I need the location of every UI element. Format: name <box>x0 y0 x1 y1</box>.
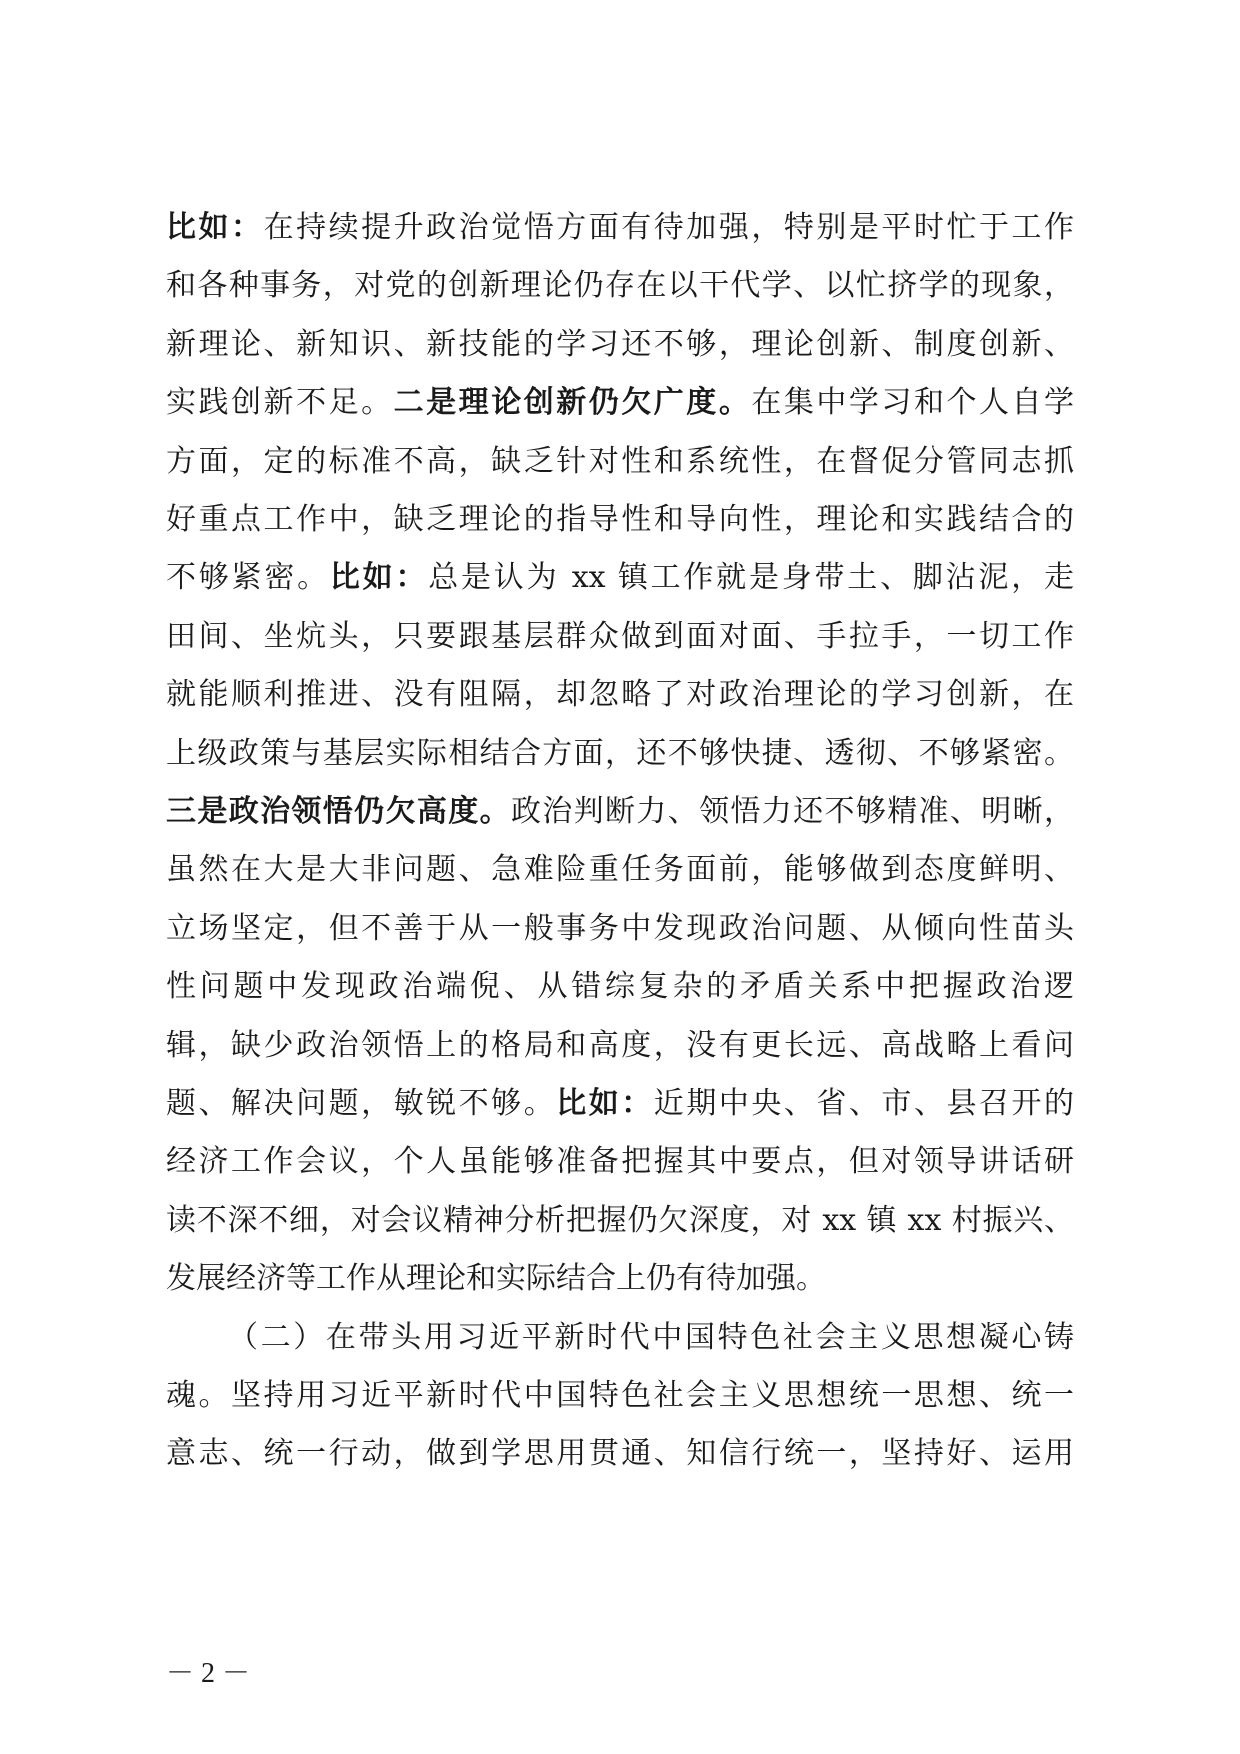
text-line <box>166 909 1074 949</box>
text-segment: 政治判断力、领悟力还不够精准、明晰， <box>510 794 1075 829</box>
text-line <box>166 1084 1074 1124</box>
text-segment: 读不深不细，对会议精神分析把握仍欠深度，对 xx 镇 xx 村振兴、 <box>166 1202 1074 1238</box>
text-line <box>166 1434 1074 1474</box>
text-line <box>166 383 1074 423</box>
text-segment: 意志、统一行动，做到学思用贯通、知信行统一，坚持好、运用 <box>166 1436 1074 1472</box>
text-segment: （二）在带头用习近平新时代中国特色社会主义思想凝心铸 <box>228 1319 1074 1355</box>
text-segment: 虽然在大是大非问题、急难险重任务面前，能够做到态度鲜明、 <box>166 852 1074 888</box>
text-segment: 和各种事务，对党的创新理论仍存在以干代学、以忙挤学的现象， <box>166 268 1074 304</box>
text-segment: 田间、坐炕头，只要跟基层群众做到面对面、手拉手，一切工作 <box>166 618 1074 654</box>
text-line <box>166 325 1074 365</box>
text-segment: 实践创新不足。 <box>166 385 394 421</box>
text-segment: 经济工作会议，个人虽能够准备把握其中要点，但对领导讲话研 <box>166 1144 1074 1180</box>
bold-text-segment: 三是政治领悟仍欠高度。 <box>166 794 511 829</box>
text-line <box>166 1201 1074 1241</box>
text-segment: 发展经济等工作从理论和实际结合上仍有待加强。 <box>166 1261 826 1297</box>
text-line <box>166 266 1074 306</box>
text-segment: 立场坚定，但不善于从一般事务中发现政治问题、从倾向性苗头 <box>166 910 1074 946</box>
text-segment: 总是认为 xx 镇工作就是身带土、脚沾泥，走 <box>428 560 1074 596</box>
text-line <box>166 1142 1074 1182</box>
text-segment: 近期中央、省、市、县召开的 <box>653 1086 1075 1121</box>
text-line <box>166 500 1074 540</box>
page-number: － 2 － <box>166 1658 251 1689</box>
text-segment: 新理论、新知识、新技能的学习还不够，理论创新、制度创新、 <box>166 326 1074 362</box>
bold-text-segment: 比如： <box>166 210 264 245</box>
text-line <box>166 792 1074 832</box>
text-line <box>166 1376 1074 1416</box>
text-line <box>166 675 1074 715</box>
text-line <box>166 442 1074 482</box>
text-segment: 性问题中发现政治端倪、从错综复杂的矛盾关系中把握政治逻 <box>166 969 1074 1005</box>
text-segment: 上级政策与基层实际相结合方面，还不够快捷、透彻、不够紧密。 <box>166 735 1074 771</box>
text-line <box>166 967 1074 1007</box>
text-segment: 就能顺利推进、没有阻隔，却忽略了对政治理论的学习创新，在 <box>166 677 1074 713</box>
text-segment: 好重点工作中，缺乏理论的指导性和导向性，理论和实践结合的 <box>166 502 1074 537</box>
text-line <box>166 1026 1074 1066</box>
text-line <box>166 850 1074 890</box>
text-segment: 辑，缺少政治领悟上的格局和高度，没有更长远、高战略上看问 <box>166 1027 1074 1063</box>
bold-text-segment: 二是理论创新仍欠广度。 <box>393 385 752 421</box>
text-line <box>166 1259 1074 1299</box>
bold-text-segment: 比如： <box>556 1086 654 1121</box>
text-line <box>166 734 1074 774</box>
text-line <box>228 1318 1074 1358</box>
text-segment: 在持续提升政治觉悟方面有待加强，特别是平时忙于工作 <box>263 210 1075 245</box>
text-segment: 魂。坚持用习近平新时代中国特色社会主义思想统一思想、统一 <box>166 1378 1074 1413</box>
text-segment: 方面，定的标准不高，缺乏针对性和系统性，在督促分管同志抓 <box>166 443 1074 479</box>
text-line <box>166 617 1074 657</box>
text-segment: 题、解决问题，敏锐不够。 <box>166 1086 557 1121</box>
text-segment: 不够紧密。 <box>166 560 330 596</box>
text-line <box>166 208 1074 248</box>
text-line <box>166 558 1074 598</box>
bold-text-segment: 比如： <box>329 560 429 596</box>
text-segment: 在集中学习和个人自学 <box>751 385 1075 421</box>
